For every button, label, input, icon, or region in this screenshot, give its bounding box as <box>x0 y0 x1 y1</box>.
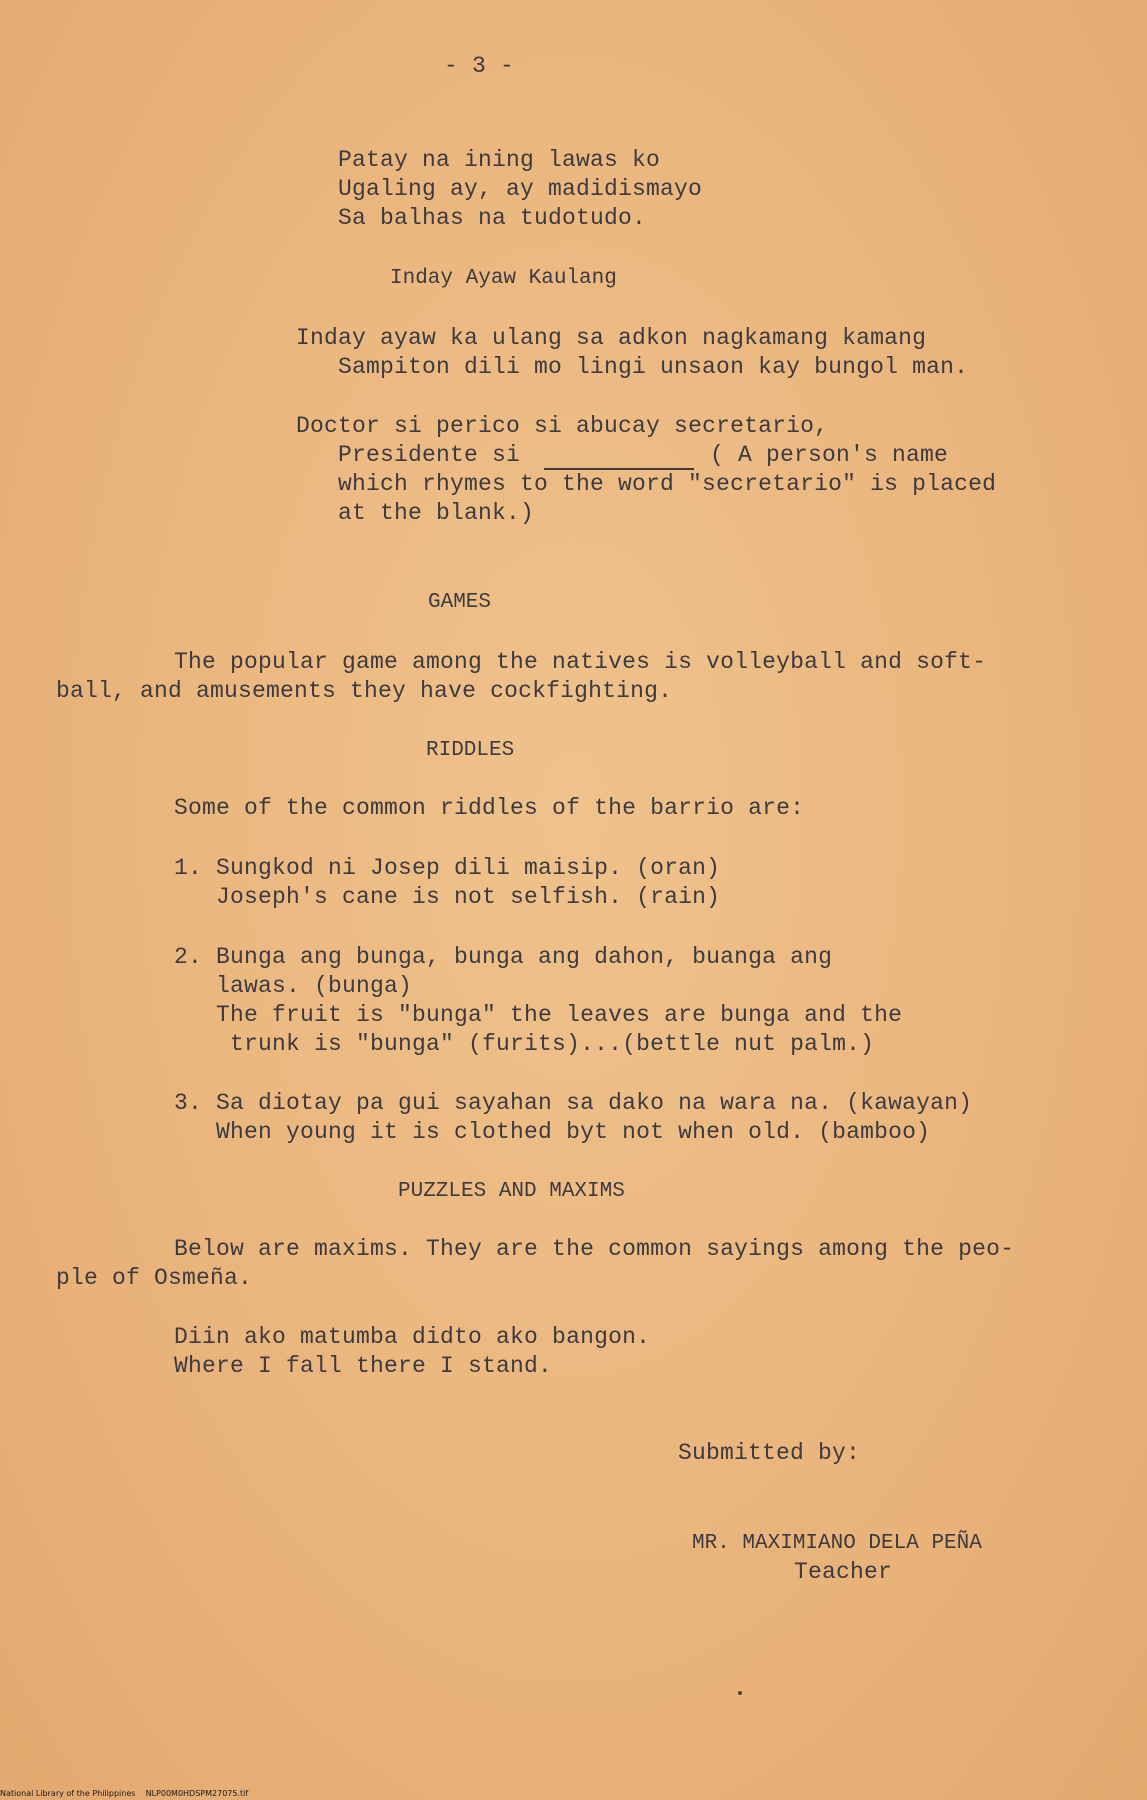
puzzles-heading: PUZZLES AND MAXIMS <box>398 1180 625 1203</box>
submitted-by: Submitted by: <box>678 1440 861 1466</box>
poem-line: Ugaling ay, ay madidismayo <box>338 176 703 202</box>
verse-line-prefix: Presidente si <box>338 442 521 468</box>
riddles-intro: Some of the common riddles of the barrio are: <box>174 795 805 821</box>
games-heading: GAMES <box>428 591 492 614</box>
games-paragraph-line: The popular game among the natives is volleyball and soft- <box>174 649 987 675</box>
scan-footer: National Library of the Philippines NLP00M0HDSPM27075.tif <box>0 1789 249 1798</box>
riddle-line: trunk is "bunga" (furits)...(bettle nut palm.) <box>174 1031 875 1057</box>
page-number: - 3 - <box>444 53 515 79</box>
verse-line: which rhymes to the word "secretario" is placed <box>338 471 997 497</box>
riddle-line: lawas. (bunga) <box>174 973 413 999</box>
stray-mark <box>738 1691 742 1695</box>
signatory-name: MR. MAXIMIANO DELA PEÑA <box>692 1532 982 1555</box>
poem-line: Sa balhas na tudotudo. <box>338 205 647 231</box>
poem-line: Patay na ining lawas ko <box>338 147 661 173</box>
riddle-line: Joseph's cane is not selfish. (rain) <box>174 884 721 910</box>
song-line: Sampiton dili mo lingi unsaon kay bungol man. <box>338 354 969 380</box>
puzzles-paragraph-line: ple of Osmeña. <box>56 1265 253 1291</box>
signatory-title: Teacher <box>794 1559 893 1585</box>
riddle-line: 1. Sungkod ni Josep dili maisip. (oran) <box>174 855 721 881</box>
riddles-heading: RIDDLES <box>426 739 515 762</box>
riddle-line: 3. Sa diotay pa gui sayahan sa dako na wara na. (kawayan) <box>174 1090 973 1116</box>
maxim-line: Where I fall there I stand. <box>174 1353 553 1379</box>
riddle-line: 2. Bunga ang bunga, bunga ang dahon, buanga ang <box>174 944 833 970</box>
verse-line: Doctor si perico si abucay secretario, <box>296 413 829 439</box>
verse-line-suffix: ( A person's name <box>710 442 949 468</box>
riddle-line: The fruit is "bunga" the leaves are bunga and the <box>174 1002 903 1028</box>
verse-line: at the blank.) <box>338 500 535 526</box>
puzzles-paragraph-line: Below are maxims. They are the common sayings among the peo- <box>174 1236 1015 1262</box>
riddle-line: When young it is clothed byt not when old. (bamboo) <box>174 1119 931 1145</box>
games-paragraph-line: ball, and amusements they have cockfighting. <box>56 678 673 704</box>
maxim-line: Diin ako matumba didto ako bangon. <box>174 1324 651 1350</box>
song-line: Inday ayaw ka ulang sa adkon nagkamang kamang <box>296 325 927 351</box>
song-title: Inday Ayaw Kaulang <box>390 267 617 290</box>
